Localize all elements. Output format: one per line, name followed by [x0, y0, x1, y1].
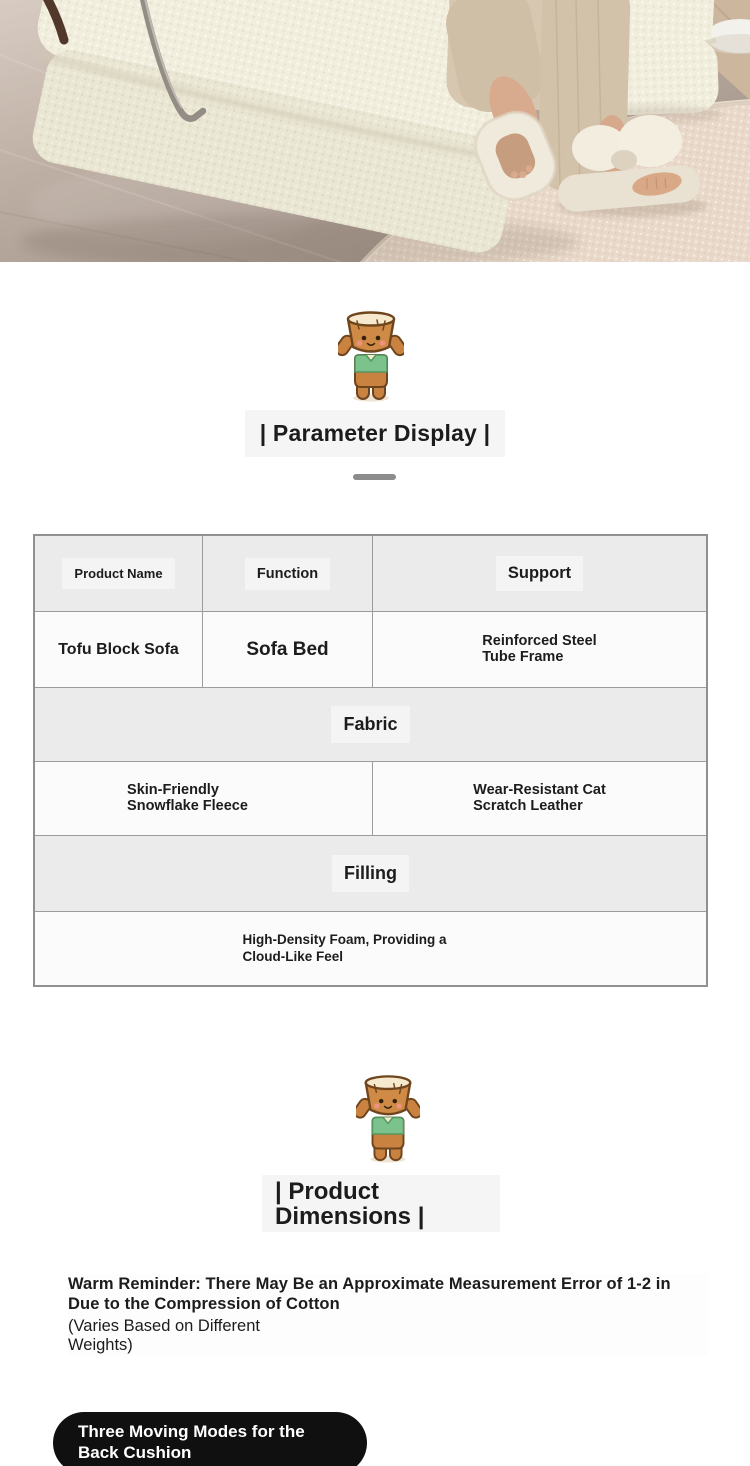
reminder-line: Warm Reminder: There May Be an Approximate Measurement Error of 1-2 in — [68, 1275, 671, 1293]
cell-filling-value: High-Density Foam, Providing a Cloud-Like Feel — [242, 931, 447, 964]
reminder-line: Weights) — [68, 1336, 133, 1354]
page-title: | Parameter Display | — [245, 410, 506, 457]
hero-photo — [0, 0, 750, 262]
table-header-row — [35, 536, 706, 611]
title-line-2: Dimensions | — [275, 1203, 425, 1230]
measurement-reminder — [68, 1274, 708, 1355]
reminder-line: (Varies Based on Different — [68, 1317, 260, 1335]
tofu-mascot-icon — [338, 309, 404, 403]
parameter-display-heading — [0, 410, 750, 457]
parameter-table — [33, 534, 708, 987]
reminder-line: Due to the Compression of Cotton — [68, 1295, 340, 1313]
table-header-support: Support — [372, 536, 706, 611]
cell-fabric-right: Wear-Resistant Cat Scratch Leather — [372, 762, 706, 835]
cell-product-name: Tofu Block Sofa — [58, 640, 179, 658]
cell-filling-header: Filling — [35, 836, 706, 911]
badge-line-2: Back Cushion — [78, 1442, 192, 1462]
table-header-product-name: Product Name — [35, 536, 202, 611]
back-cushion-modes-badge — [53, 1412, 367, 1466]
title-line-1: | Product — [275, 1178, 380, 1205]
product-dimensions-heading — [262, 1175, 500, 1232]
tofu-mascot-icon — [356, 1073, 420, 1164]
badge-line-1: Three Moving Modes for the — [78, 1422, 305, 1441]
cell-fabric-left: Skin-Friendly Snowflake Fleece — [127, 782, 248, 814]
table-filling-value-row — [35, 911, 706, 985]
cell-function: Sofa Bed — [202, 612, 372, 687]
table-filling-header-row — [35, 835, 706, 911]
hero-photo-illustration — [0, 0, 750, 262]
cell-support: Reinforced Steel Tube Frame — [372, 612, 706, 687]
table-value-row — [35, 611, 706, 687]
table-fabric-value-row — [35, 761, 706, 835]
table-fabric-header-row — [35, 687, 706, 761]
cell-fabric-header: Fabric — [35, 688, 706, 761]
table-header-function: Function — [202, 536, 372, 611]
section-divider — [353, 474, 396, 480]
